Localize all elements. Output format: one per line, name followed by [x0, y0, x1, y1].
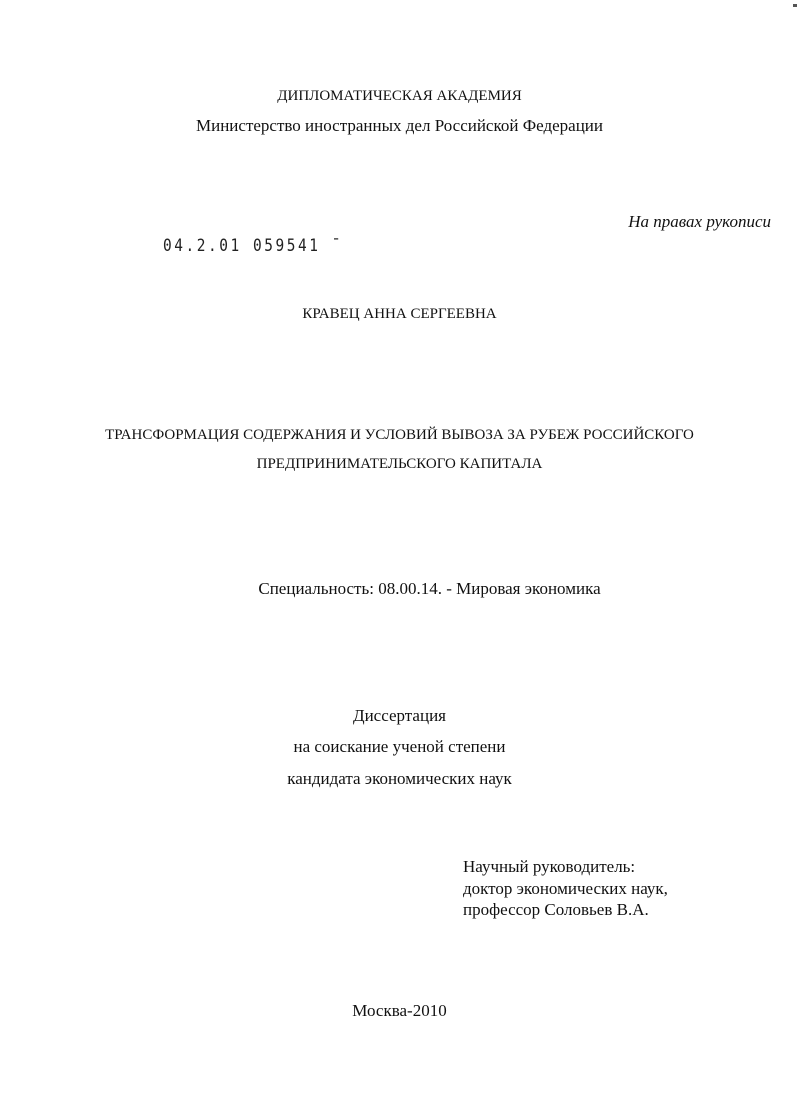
manuscript-note: На правах рукописи — [628, 212, 771, 231]
supervisor-degree: доктор экономических наук, — [463, 879, 668, 898]
specialty: Специальность: 08.00.14. - Мировая экономика — [258, 579, 601, 598]
author-name: КРАВЕЦ АННА СЕРГЕЕВНА — [302, 306, 497, 322]
stamp-code: 04.2.01 059541 ˉ — [163, 236, 344, 256]
title-line-1: ТРАНСФОРМАЦИЯ СОДЕРЖАНИЯ И УСЛОВИЙ ВЫВОЗА ЗА РУБЕЖ РОССИЙСКОГО — [105, 427, 694, 443]
ministry-name: Министерство иностранных дел Российской Федерации — [195, 116, 604, 135]
degree-line-1: Диссертация — [352, 706, 446, 725]
title-line-2: ПРЕДПРИНИМАТЕЛЬСКОГО КАПИТАЛА — [256, 456, 543, 472]
scan-mark — [793, 4, 797, 7]
degree-line-3: кандидата экономических наук — [287, 769, 512, 788]
academy-name: ДИПЛОМАТИЧЕСКАЯ АКАДЕМИЯ — [277, 88, 522, 104]
degree-line-2: на соискание ученой степени — [293, 737, 506, 756]
supervisor-label: Научный руководитель: — [463, 857, 636, 876]
supervisor-name: профессор Соловьев В.А. — [463, 900, 649, 919]
place-year: Москва-2010 — [352, 1001, 447, 1020]
